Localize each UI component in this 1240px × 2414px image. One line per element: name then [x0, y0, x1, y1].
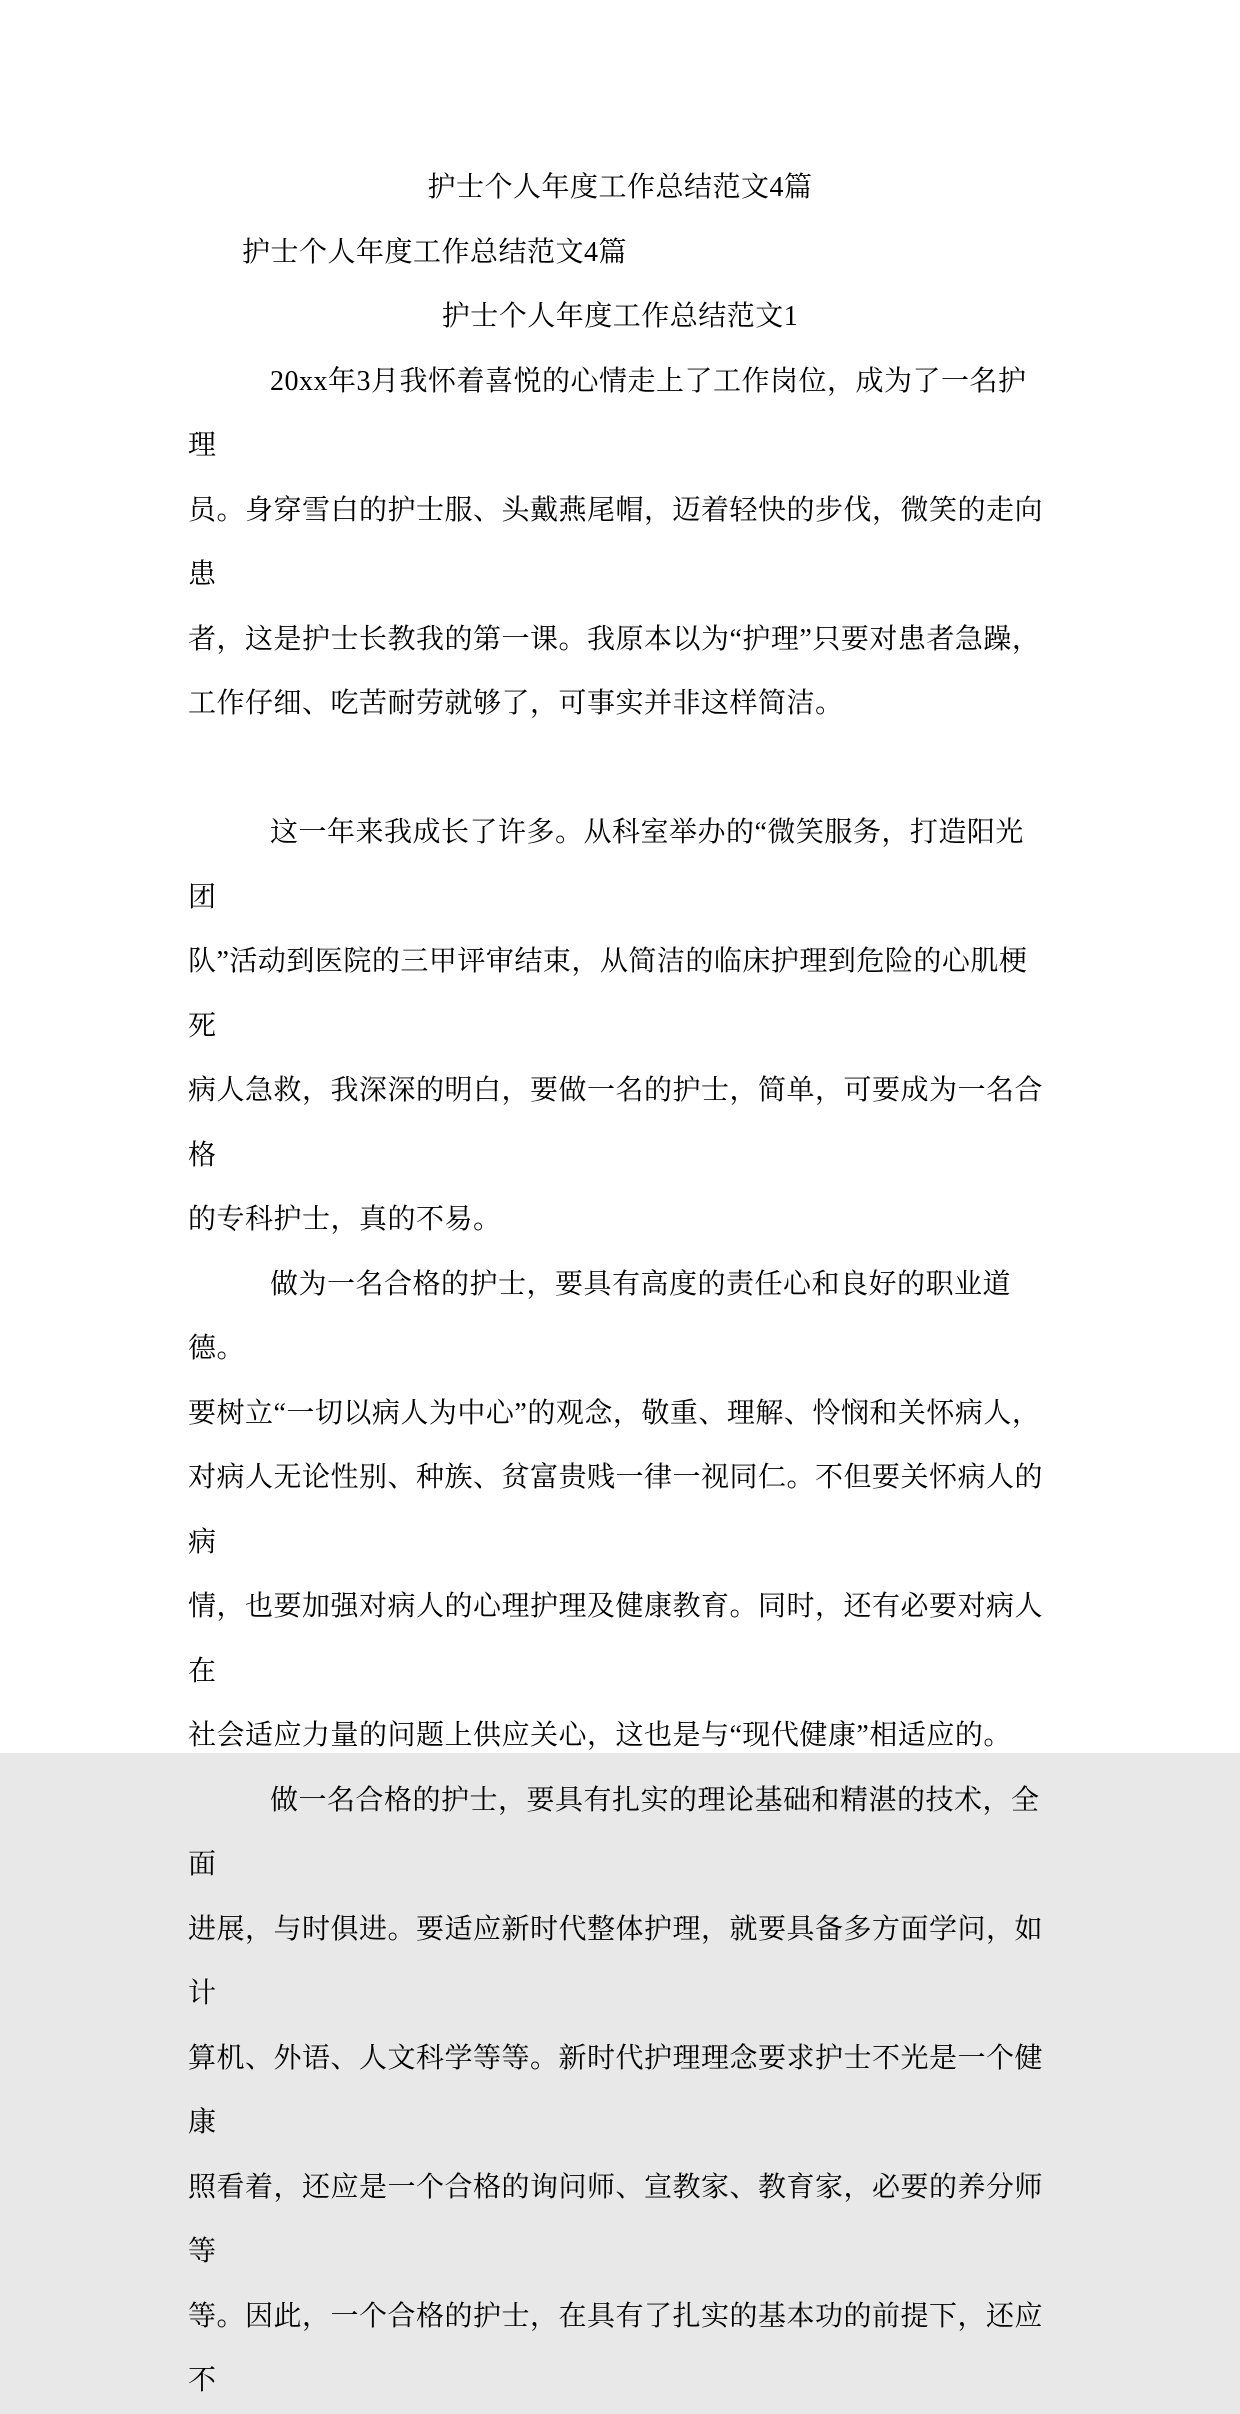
- document-subtitle: 护士个人年度工作总结范文4篇: [242, 236, 628, 268]
- text-line: 做为一名合格的护士，要具有高度的责任心和良好的职业道德。: [188, 1268, 1012, 1364]
- text-line: 进展，与时俱进。要适应新时代整体护理，就要具备多方面学问，如计: [188, 1913, 1044, 2009]
- document-paragraphs: [188, 350, 1052, 2414]
- document-section-title: 护士个人年度工作总结范文1: [441, 301, 799, 332]
- text-line: 照看着，还应是一个合格的询问师、宣教家、教育家，必要的养分师等: [188, 2171, 1044, 2267]
- text-line: 算机、外语、人文科学等等。新时代护理理念要求护士不光是一个健康: [188, 2042, 1044, 2138]
- text-line: 员。身穿雪白的护士服、头戴燕尾帽，迈着轻快的步伐，微笑的走向患: [188, 494, 1044, 590]
- paragraph: [188, 801, 1052, 1253]
- text-line: 要树立“一切以病人为中心”的观念，敬重、理解、怜悯和关怀病人，: [188, 1397, 1041, 1429]
- text-line: 病人急救，我深深的明白，要做一名的护士，简单，可要成为一名合格: [188, 1075, 1044, 1171]
- text-line: 这一年来我成长了许多。从科室举办的“微笑服务，打造阳光团: [188, 817, 1024, 913]
- document-main-title: 护士个人年度工作总结范文4篇: [427, 172, 813, 203]
- text-line: 工作仔细、吃苦耐劳就够了，可事实并非这样简洁。: [188, 688, 844, 719]
- text-line: 的专科护士，真的不易。: [188, 1204, 502, 1235]
- text-line: 队”活动到医院的三甲评审结束，从简洁的临床护理到危险的心肌梗死: [188, 946, 1028, 1042]
- text-line: 社会适应力量的问题上供应关心，这也是与“现代健康”相适应的。: [188, 1720, 1012, 1751]
- paragraph: [188, 1769, 1052, 2414]
- text-line: 做一名合格的护士，要具有扎实的理论基础和精湛的技术，全面: [188, 1784, 1040, 1880]
- text-line: 等。因此，一个合格的护士，在具有了扎实的基本功的前提下，还应不: [188, 2300, 1044, 2396]
- paragraph: [188, 1253, 1052, 1769]
- text-line: 者，这是护士长教我的第一课。我原本以为“护理”只要对患者急躁，: [188, 623, 1041, 655]
- text-line: 20xx年3月我怀着喜悦的心情走上了工作岗位，成为了一名护理: [188, 365, 1027, 461]
- text-line: 情，也要加强对病人的心理护理及健康教育。同时，还有必要对病人在: [188, 1591, 1044, 1687]
- text-line: 对病人无论性别、种族、贫富贵贱一律一视同仁。不但要关怀病人的病: [188, 1462, 1044, 1558]
- paragraph: [188, 350, 1052, 737]
